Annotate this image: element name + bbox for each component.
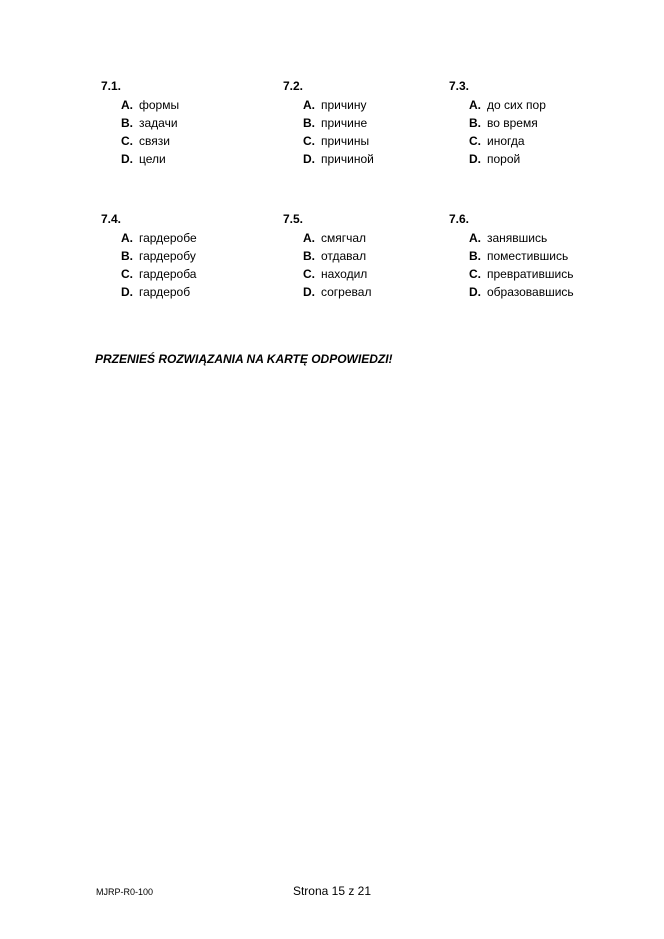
option-letter: D. xyxy=(121,152,133,166)
option-letter: A. xyxy=(469,231,481,245)
page-number: Strona 15 z 21 xyxy=(292,884,372,898)
option-text: причину xyxy=(321,98,367,112)
option-letter: C. xyxy=(469,267,481,281)
option-text: превратившись xyxy=(487,267,574,281)
option-letter: A. xyxy=(303,98,315,112)
option-letter: C. xyxy=(121,267,133,281)
question-number: 7.4. xyxy=(101,212,122,226)
option-text: задачи xyxy=(139,116,178,130)
option-text: отдавал xyxy=(321,249,367,263)
option-text: причиной xyxy=(321,152,374,166)
option-text: во время xyxy=(487,116,538,130)
option-text: гардеробе xyxy=(139,231,197,245)
transfer-answers-instruction: PRZENIEŚ ROZWIĄZANIA NA KARTĘ ODPOWIEDZI! xyxy=(95,352,393,366)
option-text: находил xyxy=(321,267,368,281)
option-text: гардероб xyxy=(139,285,191,299)
option-letter: B. xyxy=(303,116,315,130)
option-text: согревал xyxy=(321,285,372,299)
option-letter: C. xyxy=(121,134,133,148)
option-text: до сих пор xyxy=(487,98,546,112)
option-letter: A. xyxy=(121,231,133,245)
question-number: 7.2. xyxy=(283,79,304,93)
option-letter: B. xyxy=(121,249,133,263)
option-text: связи xyxy=(139,134,170,148)
option-text: причины xyxy=(321,134,370,148)
option-letter: D. xyxy=(469,285,481,299)
option-text: занявшись xyxy=(487,231,548,245)
option-letter: A. xyxy=(303,231,315,245)
option-letter: B. xyxy=(469,249,481,263)
question-number: 7.1. xyxy=(101,79,122,93)
option-text: поместившись xyxy=(487,249,569,263)
option-text: формы xyxy=(139,98,180,112)
option-letter: C. xyxy=(303,134,315,148)
option-letter: A. xyxy=(121,98,133,112)
option-text: порой xyxy=(487,152,521,166)
option-letter: D. xyxy=(303,152,315,166)
option-letter: D. xyxy=(469,152,481,166)
option-text: цели xyxy=(139,152,166,166)
option-text: гардеробу xyxy=(139,249,196,263)
option-letter: A. xyxy=(469,98,481,112)
option-text: образовавшись xyxy=(487,285,574,299)
option-text: смягчал xyxy=(321,231,367,245)
option-text: причине xyxy=(321,116,368,130)
question-number: 7.6. xyxy=(449,212,470,226)
exam-code: MJRP-R0-100 xyxy=(96,887,154,897)
option-text: иногда xyxy=(487,134,525,148)
option-letter: D. xyxy=(303,285,315,299)
option-letter: B. xyxy=(469,116,481,130)
option-letter: C. xyxy=(469,134,481,148)
question-number: 7.5. xyxy=(283,212,304,226)
option-letter: B. xyxy=(303,249,315,263)
option-letter: C. xyxy=(303,267,315,281)
option-letter: B. xyxy=(121,116,133,130)
question-number: 7.3. xyxy=(449,79,470,93)
option-letter: D. xyxy=(121,285,133,299)
option-text: гардероба xyxy=(139,267,197,281)
